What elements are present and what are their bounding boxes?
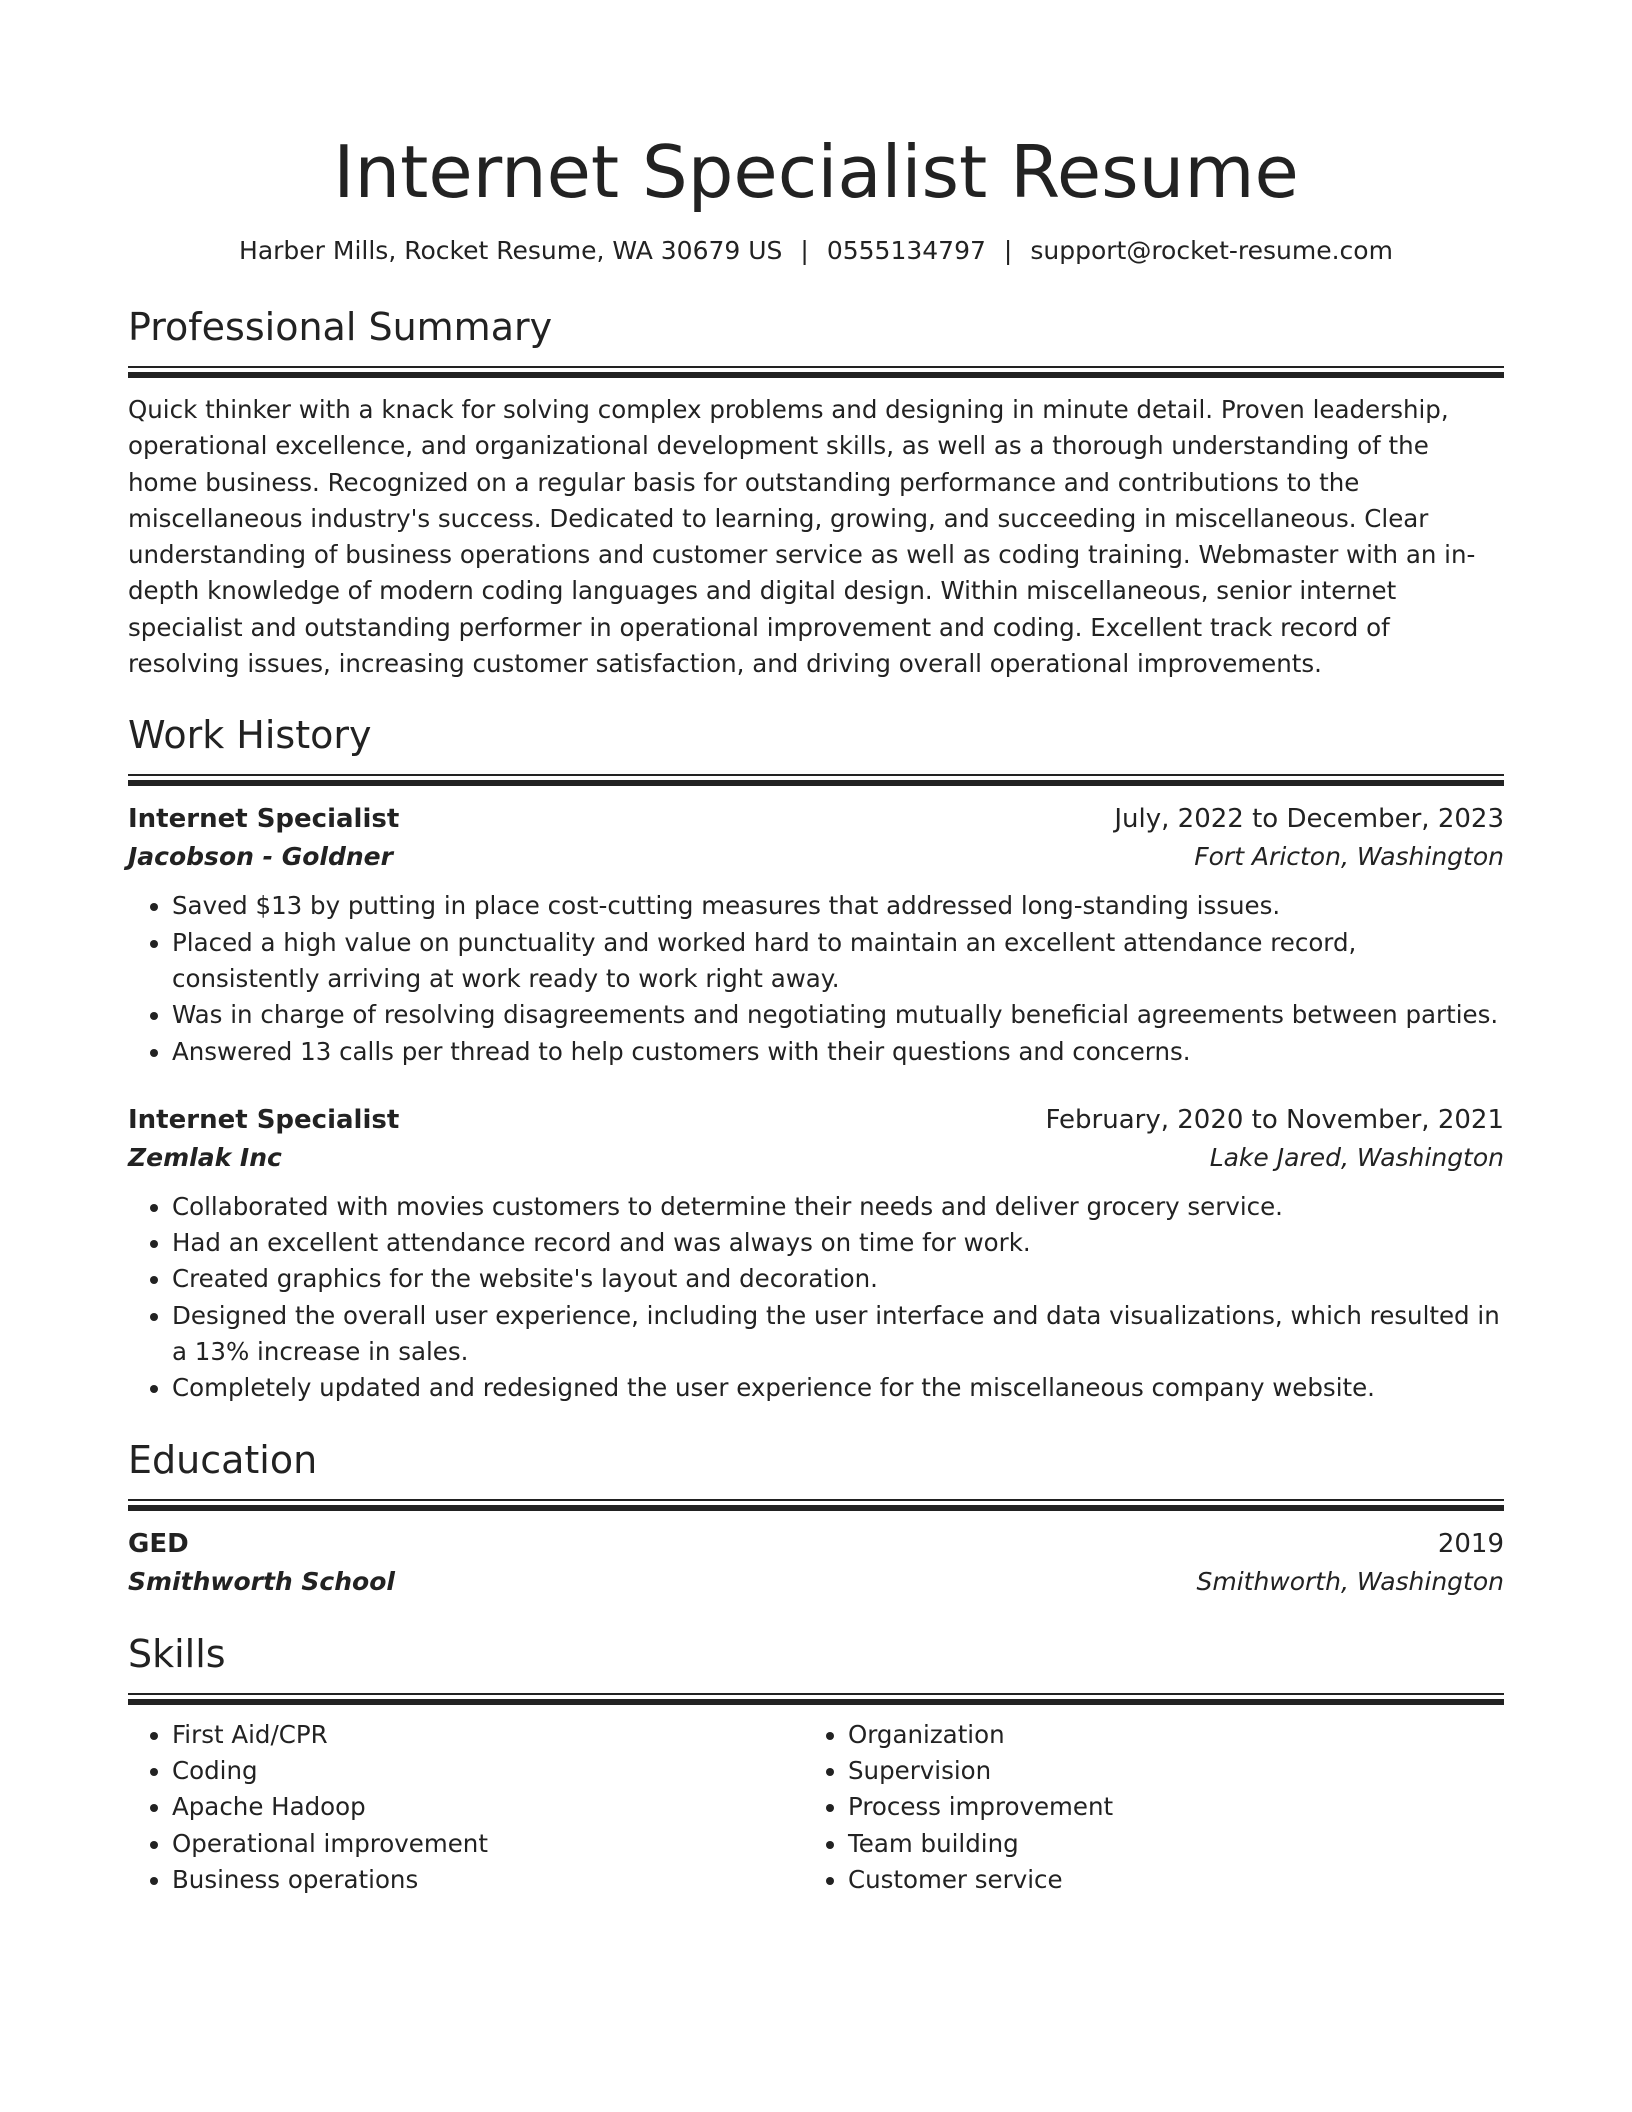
skill-item: • First Aid/CPR [172,1717,804,1753]
contact-email: support@rocket-resume.com [1030,236,1393,265]
summary-heading: Professional Summary [128,305,553,349]
list-item: • Collaborated with movies customers to determine their needs and deliver grocery service. [172,1189,1504,1225]
skills-section [128,1629,1504,1898]
contact-phone: 0555134797 [826,236,986,265]
skill-item: • Customer service [848,1862,1480,1898]
skill-item: • Coding [172,1753,804,1789]
job-bullets [128,888,1504,1069]
list-item: • Placed a high value on punctuality and worked hard to maintain an excellent attendance record, consistently arriving at work ready to work right away. [172,925,1504,998]
job-company-row [128,838,1504,876]
contact-separator: | [800,236,809,265]
work-history-section [128,710,1504,1406]
job-company: Zemlak Inc [128,1142,282,1172]
list-item: • Created graphics for the website's layout and decoration. [172,1261,1504,1297]
education-school: Smithworth School [128,1566,395,1596]
job-header-row [128,1101,1504,1139]
work-history-heading: Work History [128,713,372,758]
job-dates: February, 2020 to November, 2021 [1045,1104,1504,1135]
section-divider [128,366,1504,378]
job-location: Fort Aricton, Washington [1194,842,1504,872]
skill-item: • Process improvement [848,1789,1480,1825]
education-school-row [128,1563,1504,1601]
skills-list-right [804,1717,1480,1898]
job-entry [128,800,1504,1069]
skill-item: • Team building [848,1826,1480,1862]
education-section [128,1435,1504,1601]
contact-separator: | [1003,236,1013,265]
skills-columns [128,1717,1504,1898]
list-item: • Was in charge of resolving disagreements and negotiating mutually beneficial agreements between parties. [172,997,1504,1033]
summary-section [128,302,1504,682]
education-location: Smithworth, Washington [1196,1566,1504,1596]
list-item: • Had an excellent attendance record and was always on time for work. [172,1225,1504,1261]
contact-address: Harber Mills, Rocket Resume, WA 30679 US [239,236,783,265]
job-header-row [128,800,1504,838]
section-divider [128,1693,1504,1705]
skill-item: • Business operations [172,1862,804,1898]
skill-item: • Operational improvement [172,1826,804,1862]
summary-text: Quick thinker with a knack for solving complex problems and designing in minute detail. Proven leadership, operational excellence, and organizational development skills, as well as a thorough understanding of the home business. Recognized on a regular basis for outstanding performance and contributions to the miscellaneous industry's success. Dedicated to learning, growing, and succeeding in miscellaneous. Clear understanding of business operations and customer service as well as coding training. Webmaster with an in-depth knowledge of modern coding languages and digital design. Within miscellaneous, senior internet specialist and outstanding performer in operational improvement and coding. Excellent track record of resolving issues, increasing customer satisfaction, and driving overall operational improvements. [128,395,1476,679]
education-year: 2019 [1437,1528,1504,1559]
skill-item: • Organization [848,1717,1480,1753]
skills-list-left [128,1717,804,1898]
resume-title: Internet Specialist Resume [333,130,1299,214]
list-item: • Saved $13 by putting in place cost-cutting measures that addressed long-standing issues. [172,888,1504,924]
list-item: • Designed the overall user experience, including the user interface and data visualizations, which resulted in a 13% increase in sales. [172,1298,1504,1371]
skills-heading: Skills [128,1631,226,1676]
skill-item: • Supervision [848,1753,1480,1789]
list-item: • Completely updated and redesigned the user experience for the miscellaneous company website. [172,1370,1504,1406]
list-item: • Answered 13 calls per thread to help customers with their questions and concerns. [172,1034,1504,1070]
education-degree: GED [128,1528,189,1559]
job-company-row [128,1139,1504,1177]
job-title: Internet Specialist [128,804,400,835]
section-divider [128,774,1504,786]
job-bullets [128,1189,1504,1407]
job-location: Lake Jared, Washington [1209,1142,1504,1172]
job-title: Internet Specialist [128,1104,400,1135]
job-company: Jacobson - Goldner [128,842,393,872]
education-entry [128,1525,1504,1601]
education-header-row [128,1525,1504,1563]
section-divider [128,1499,1504,1511]
job-entry [128,1101,1504,1407]
education-heading: Education [128,1437,318,1482]
job-dates: July, 2022 to December, 2023 [1114,804,1504,835]
skill-item: • Apache Hadoop [172,1789,804,1825]
resume-page [128,0,1504,1898]
contact-line [128,234,1504,268]
